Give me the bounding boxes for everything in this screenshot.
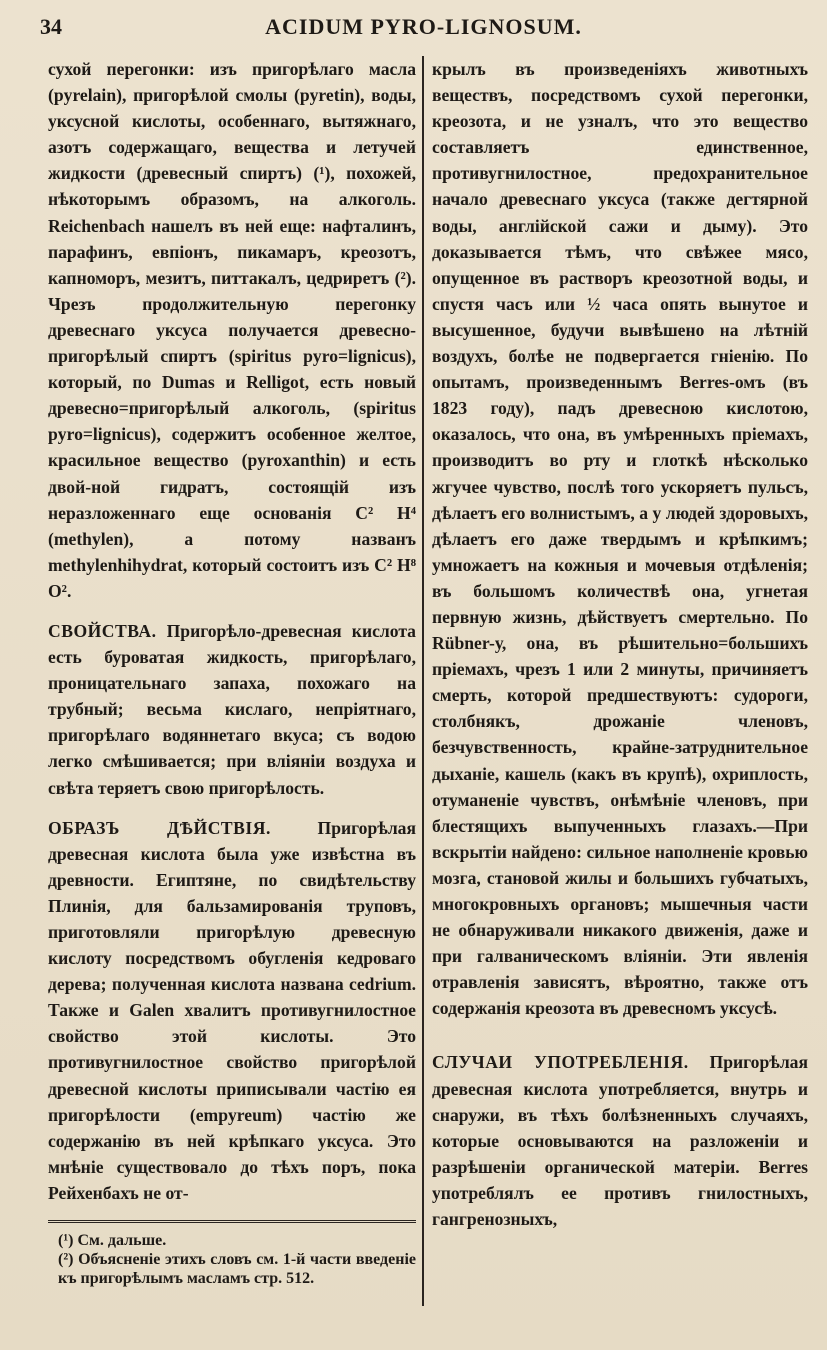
section-properties (48, 618, 416, 801)
footnotes (48, 1231, 416, 1288)
footnote-rule (48, 1220, 416, 1223)
section-action-heading: ОБРАЗЪ ДѢЙСТВІЯ. (48, 817, 271, 838)
running-title: ACIDUM PYRO-LIGNOSUM. (265, 14, 582, 39)
right-column (432, 56, 808, 1232)
footnote-2: (²) Объясненіе этихъ словъ см. 1-й части введеніе къ пригорѣлымъ масламъ стр. 512. (58, 1251, 416, 1288)
page-header (40, 14, 807, 44)
section-use (432, 1049, 808, 1232)
section-use-heading: СЛУЧАИ УПОТРЕБЛЕНІЯ. (432, 1052, 689, 1073)
column-divider (422, 56, 424, 1306)
section-properties-text: Пригорѣло-древесная кислота есть буроватая жидкость, пригорѣлаго, проницательнаго запаха, похожаго на трубный; весьма кислаго, непріятнаго, пригорѣлаго водяннетаго вкуса; съ водою легко смѣшивается; при вліяніи воздуха и свѣта теряетъ свою пригорѣлость. (48, 620, 416, 798)
left-paragraph-intro: сухой перегонки: изъ пригорѣлаго масла (pyrelain), пригорѣлой смолы (pyretin), воды, уксусной кислоты, особеннаго, вытяжнаго, азотъ содержащаго, вещества и летучей жидкости (древесный спиртъ) (¹), похожей, нѣкоторымъ образомъ, на алкоголь. Reichenbach нашелъ въ ней еще: нафталинъ, парафинъ, евпіонъ, пикамаръ, креозотъ, капноморъ, мезитъ, питтакалъ, цедриретъ (²). Чрезъ продолжительную перегонку древеснаго уксуса получается древесно-пригорѣлый спиртъ (spiritus pyro=lignicus), который, по Dumas и Relligot, есть новый древесно=пригорѣлый алкоголь, (spiritus pyro=lignicus), содержитъ особенное желтое, красильное вещество (pyroxanthin) и есть двой-ной гидратъ, состоящій изъ неразложеннаго еще основанія C² H⁴ (methylen), а потому названъ methylenhihydrat, который состоитъ изъ C² H⁸ O². (48, 59, 416, 601)
section-action-text: Пригорѣлая древесная кислота была уже извѣстна въ древности. Египтяне, по свидѣтельству Плинія, для бальзамированія труповъ, приготовляли пригорѣлую древесную кислоту посредствомъ обугленія кедроваго дерева; полученная кислота названа cedrium. Также и Galen хвалитъ противугнилостное свойство этой кислоты. Это противугнилостное свойство пригорѣлой древесной кислоты приписывали частію ея пригорѣлости (empyreum) частію же содержанію въ ней крѣпкаго уксуса. Это мнѣніе существовало до тѣхъ поръ, пока Рейхенбахъ не от- (48, 817, 416, 1203)
left-column (48, 56, 416, 1288)
section-properties-heading: СВОЙСТВА. (48, 620, 157, 641)
page-number: 34 (40, 14, 62, 39)
section-use-text: Пригорѣлая древесная кислота употребляется, внутрь и снаружи, въ тѣхъ болѣзненныхъ случаяхъ, которые основываются на разложеніи и разрѣшеніи органической матеріи. Berres употреблялъ ее противъ гнилостныхъ, гангренозныхъ, (432, 1052, 808, 1230)
right-paragraph-continuation: крылъ въ произведеніяхъ животныхъ веществъ, посредствомъ сухой перегонки, креозота, и не узналъ, что это вещество составляетъ единственное, противугнилостное, предохранительное начало древеснаго уксуса (также дегтярной воды, англійской сажи и дыму). Это доказывается тѣмъ, что свѣжее мясо, опущенное въ растворъ креозотной воды, и спустя часъ или ½ часа опять вынутое и высушенное, будучи вывѣшено на лѣтній воздухъ, болѣе не подвергается гніенію. По опытамъ, произведеннымъ Berres-омъ (въ 1823 году), падъ древесною кислотою, оказалось, что она, въ умѣренныхъ пріемахъ, производитъ во рту и глоткѣ нѣсколько жгучее чувство, послѣ того ускоряетъ пульсъ, дѣлаетъ его волнистымъ, а у людей здоровыхъ, дѣлаетъ его даже твердымъ и крѣпкимъ; умножаетъ на кожныя и мочевыя отдѣленія; въ большомъ количествѣ она, угнетая первную жизнь, дѣйствуетъ смертельно. По Rübner-у, она, въ рѣшительно=большихъ пріемахъ, чрезъ 1 или 2 минуты, причиняетъ смерть, которой предшествуютъ: судороги, столбнякъ, дрожаніе членовъ, безчувственность, крайне-затруднительное дыханіе, кашель (какъ въ крупѣ), охриплость, отуманеніе чувствъ, онѣмѣніе членовъ, при блестящихъ выпученныхъ глазахъ.—При вскрытіи найдено: сильное наполненіе кровью мозга, становой жилы и большихъ губчатыхъ, многокровныхъ органовъ; мышечныя части не обнаруживали никакого движенія, даже и при галваническомъ вліяніи. Эти явленія отравленія зависятъ, вѣроятно, также отъ содержанія креозота въ древесномъ уксусѣ. (432, 59, 808, 1019)
section-action (48, 815, 416, 1206)
footnote-1: (¹) См. дальше. (58, 1232, 167, 1250)
